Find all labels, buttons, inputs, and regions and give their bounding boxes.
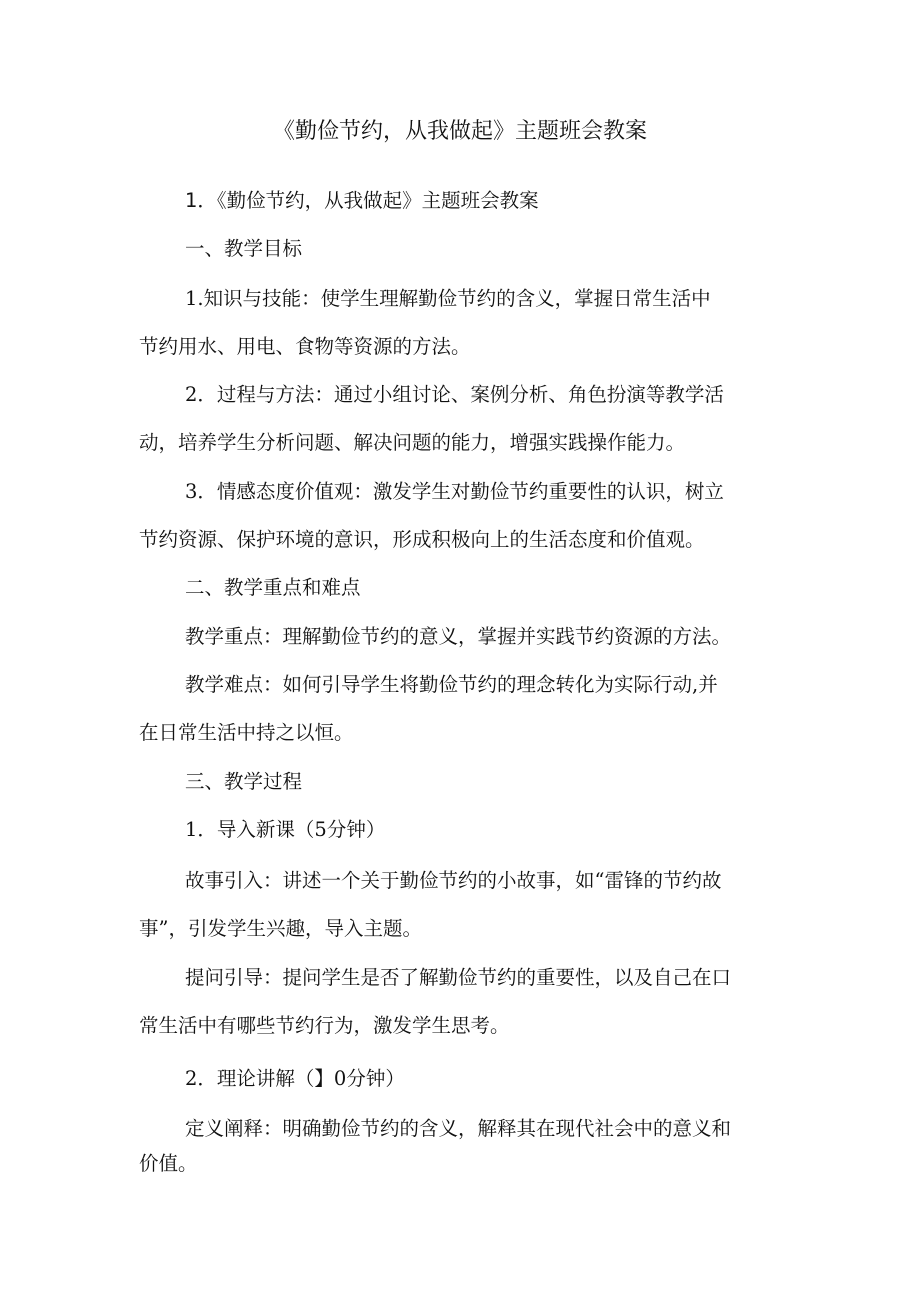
paragraph-line: 提问引导：提问学生是否了解勤俭节约的重要性，以及自己在口 <box>185 966 732 989</box>
paragraph-line: 定义阐释：明确勤俭节约的含义，解释其在现代社会中的意义和 <box>185 1117 732 1140</box>
section-heading: 二、教学重点和难点 <box>185 576 361 599</box>
subsection-heading: 2．理论讲解（】0分钟） <box>185 1067 405 1090</box>
paragraph-line: 2．过程与方法：通过小组讨论、案例分析、角色扮演等教学活 <box>185 383 724 406</box>
paragraph-line: 节约资源、保护环境的意识，形成积极向上的生活态度和价值观。 <box>139 528 705 551</box>
paragraph-line: 价值。 <box>139 1152 198 1175</box>
paragraph-line: 常生活中有哪些节约行为，激发学生思考。 <box>139 1014 510 1037</box>
paragraph-line: 节约用水、用电、食物等资源的方法。 <box>139 335 471 358</box>
paragraph-line: 事”，引发学生兴趣，导入主题。 <box>139 917 422 940</box>
paragraph-line: 3．情感态度价值观：激发学生对勤俭节约重要性的认识，树立 <box>185 480 724 503</box>
paragraph-line: 在日常生活中持之以恒。 <box>139 721 354 744</box>
paragraph-line: 教学重点：理解勤俭节约的意义，掌握并实践节约资源的方法。 <box>185 625 732 648</box>
section-heading: 三、教学过程 <box>185 770 303 793</box>
subsection-heading: 1．导入新课（5分钟） <box>185 818 386 841</box>
section-heading: 1．《勤俭节约，从我做起》主题班会教案 <box>185 189 539 212</box>
paragraph-line: 1.知识与技能：使学生理解勤俭节约的含义，掌握日常生活中 <box>185 287 711 310</box>
paragraph-line: 动，培养学生分析问题、解决问题的能力，增强实践操作能力。 <box>139 431 686 454</box>
paragraph-line: 故事引入：讲述一个关于勤俭节约的小故事，如“雷锋的节约故 <box>185 869 722 892</box>
section-heading: 一、教学目标 <box>185 237 303 260</box>
document-title: 《勤俭节约，从我做起》主题班会教案 <box>272 119 647 144</box>
paragraph-line: 教学难点：如何引导学生将勤俭节约的理念转化为实际行动,并 <box>185 673 718 696</box>
